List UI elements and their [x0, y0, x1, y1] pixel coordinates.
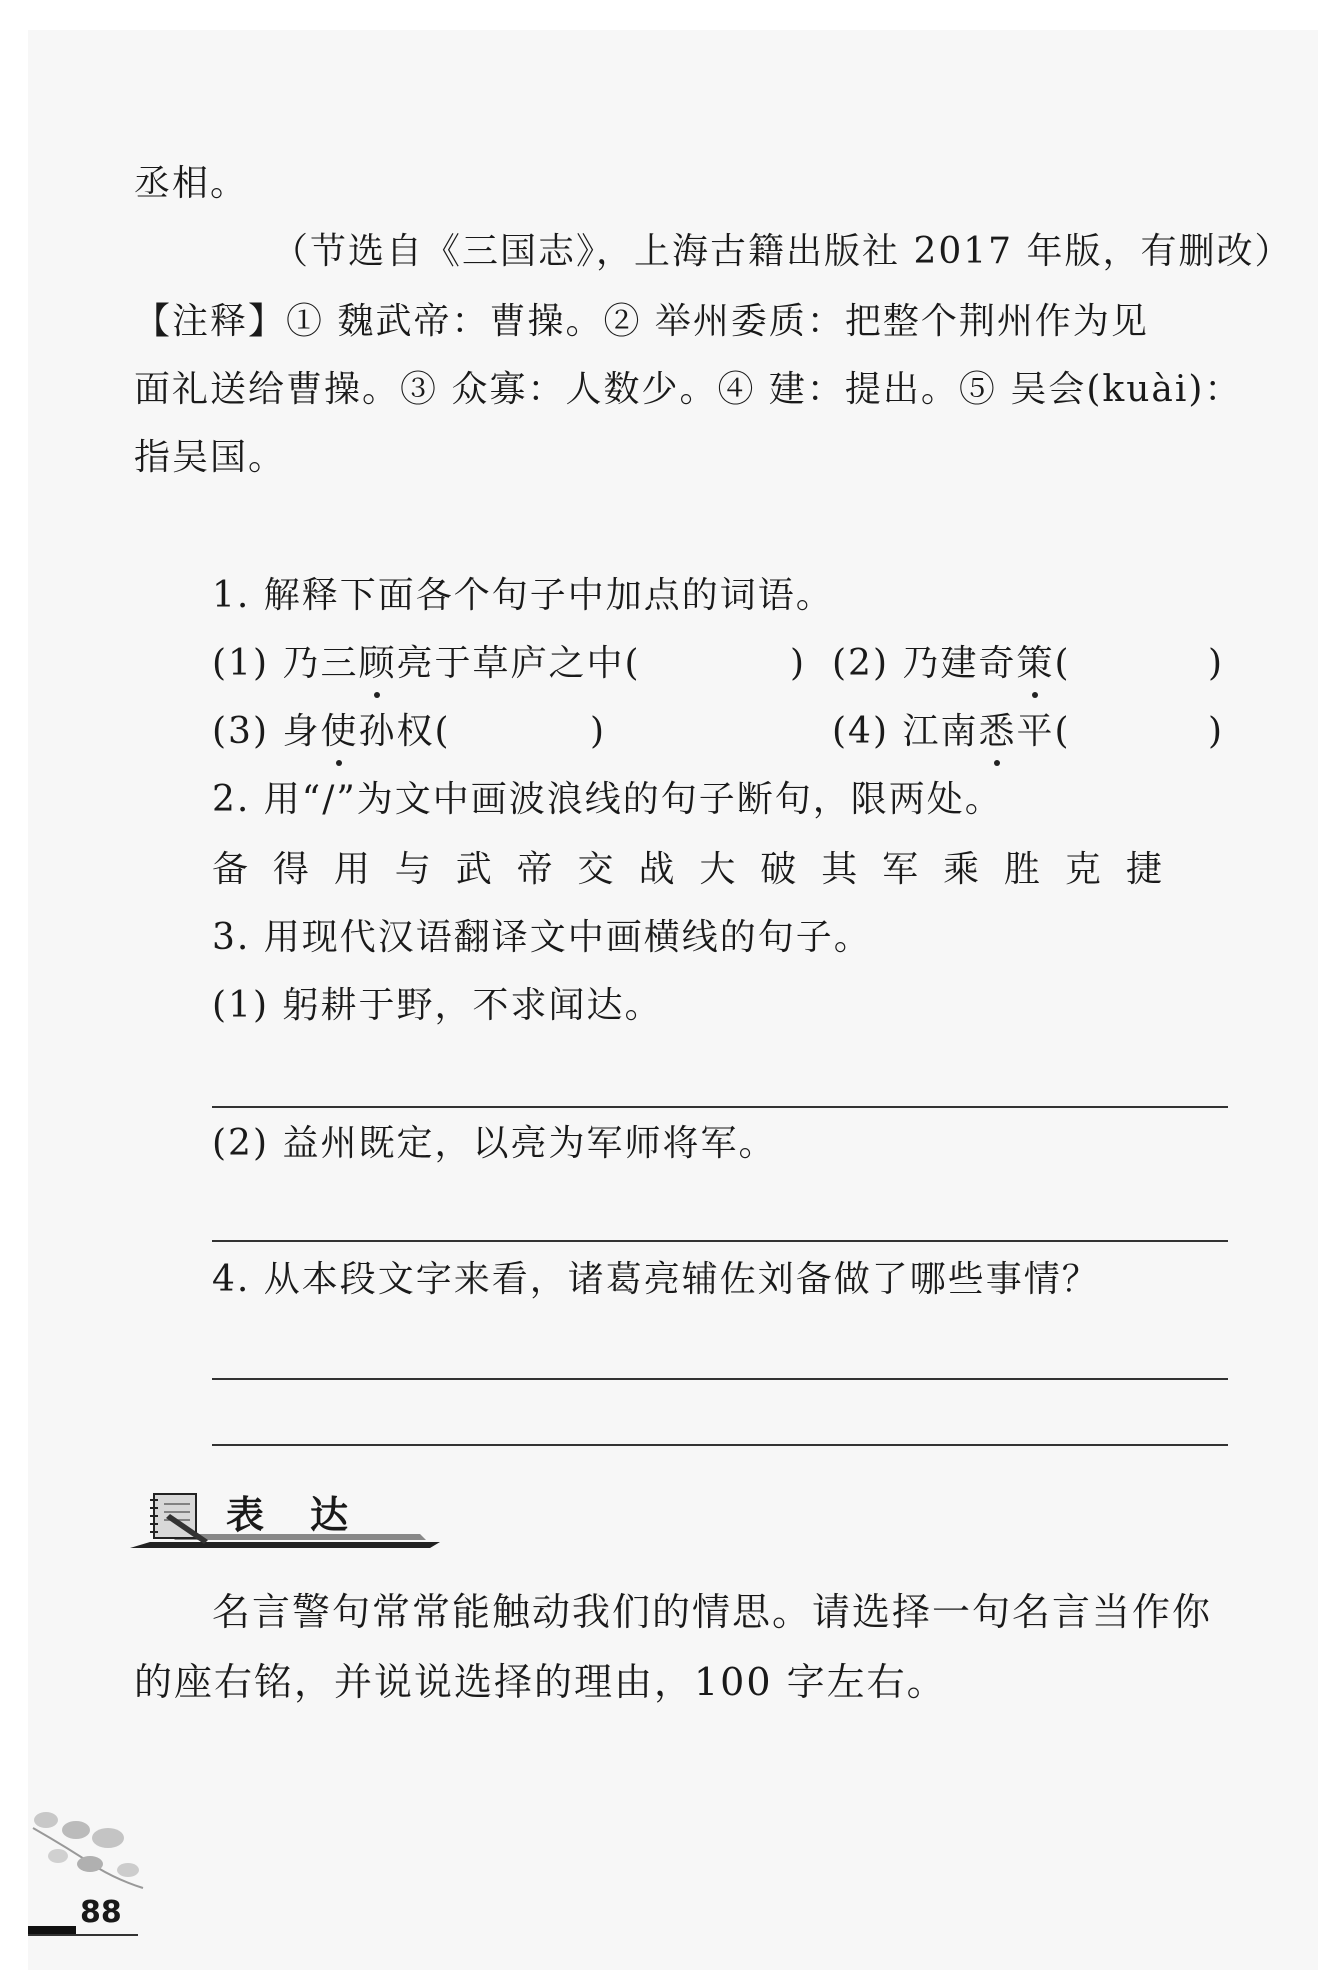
- q2-char: 帝: [516, 849, 553, 890]
- q1-item-3: [212, 708, 451, 756]
- q1-item-3-text-before: 身: [282, 711, 321, 752]
- question-2-title: 2. 用“/”为文中画波浪线的句子断句，限两处。: [212, 779, 1003, 820]
- q1-item-4-answer-close: ): [1208, 711, 1225, 752]
- q2-char: 胜: [1003, 849, 1040, 890]
- leaf-branch-icon: [28, 1808, 148, 1908]
- passage-line-end: 丞相。: [134, 163, 249, 204]
- passage-source: （节选自《三国志》，上海古籍出版社 2017 年版，有删改）: [272, 231, 1293, 272]
- q2-char: 备: [212, 849, 249, 890]
- q1-item-2-number: (2): [832, 643, 889, 684]
- q1-item-2-text-after: (: [1054, 643, 1071, 684]
- page-number-rule: [28, 1934, 138, 1936]
- q1-item-4: [832, 708, 1071, 756]
- q1-item-2: [832, 640, 1071, 688]
- q1-item-3-text-after: 孙权(: [358, 711, 451, 752]
- q1-item-3-answer-close: ): [590, 711, 607, 752]
- section-title-text: 表 达: [226, 1493, 353, 1537]
- q2-char: 大: [699, 849, 736, 890]
- q1-item-3-dotted-word: 使: [320, 708, 358, 756]
- q2-char: 军: [882, 849, 919, 890]
- q1-item-1-number: (1): [212, 643, 269, 684]
- section-prompt-line-1: 名言警句常常能触动我们的情思。请选择一句名言当作你: [212, 1590, 1213, 1634]
- q3-sentence-1: (1) 躬耕于野，不求闻达。: [212, 985, 663, 1026]
- q2-char: 与: [394, 849, 431, 890]
- page-number: 88: [80, 1895, 122, 1930]
- question-3-title: 3. 用现代汉语翻译文中画横线的句子。: [212, 917, 872, 958]
- q4-answer-line-1[interactable]: [212, 1378, 1228, 1380]
- q1-item-2-text-before: 乃建奇: [902, 643, 1017, 684]
- q4-answer-line-2[interactable]: [212, 1444, 1228, 1446]
- section-prompt-line-2: 的座右铭，并说说选择的理由，100 字左右。: [134, 1660, 947, 1704]
- q2-sentence: [212, 846, 1162, 894]
- q1-item-4-text-after: 平(: [1016, 711, 1071, 752]
- q1-item-1-text-after: 亮于草庐之中(: [396, 643, 641, 684]
- q2-char: 交: [577, 849, 614, 890]
- section-header: [130, 1490, 440, 1552]
- q2-char: 捷: [1125, 849, 1162, 890]
- page-number-bar: [28, 1926, 76, 1934]
- q1-item-2-dotted-word: 策: [1016, 640, 1054, 688]
- q3-answer-line-1[interactable]: [212, 1106, 1228, 1108]
- q3-sentence-2: (2) 益州既定，以亮为军师将军。: [212, 1123, 777, 1164]
- q2-char: 得: [272, 849, 309, 890]
- q1-item-1: [212, 640, 641, 688]
- notes-line-2: 面礼送给曹操。③ 众寡：人数少。④ 建：提出。⑤ 吴会(kuài)：: [134, 369, 1243, 410]
- question-4-title: 4. 从本段文字来看，诸葛亮辅佐刘备做了哪些事情？: [212, 1259, 1100, 1300]
- q1-item-1-dotted-word: 顾: [358, 640, 396, 688]
- q2-char: 用: [333, 849, 370, 890]
- q1-item-4-number: (4): [832, 711, 889, 752]
- q1-item-2-answer-close: ): [1208, 643, 1225, 684]
- q2-char: 武: [455, 849, 492, 890]
- q2-char: 其: [821, 849, 858, 890]
- q2-char: 破: [760, 849, 797, 890]
- q1-item-4-text-before: 江南: [902, 711, 979, 752]
- q1-item-1-text-before: 乃三: [282, 643, 359, 684]
- notes-line-3: 指吴国。: [134, 437, 287, 478]
- q1-item-4-dotted-word: 悉: [978, 708, 1016, 756]
- q2-char: 乘: [943, 849, 980, 890]
- question-1-title: 1. 解释下面各个句子中加点的词语。: [212, 575, 834, 616]
- q1-item-1-answer-close: ): [790, 643, 807, 684]
- q2-char: 克: [1064, 849, 1101, 890]
- notes-line-1: 【注释】① 魏武帝：曹操。② 举州委质：把整个荆州作为见: [134, 301, 1149, 342]
- q2-char: 战: [638, 849, 675, 890]
- q3-answer-line-2[interactable]: [212, 1240, 1228, 1242]
- q1-item-3-number: (3): [212, 711, 269, 752]
